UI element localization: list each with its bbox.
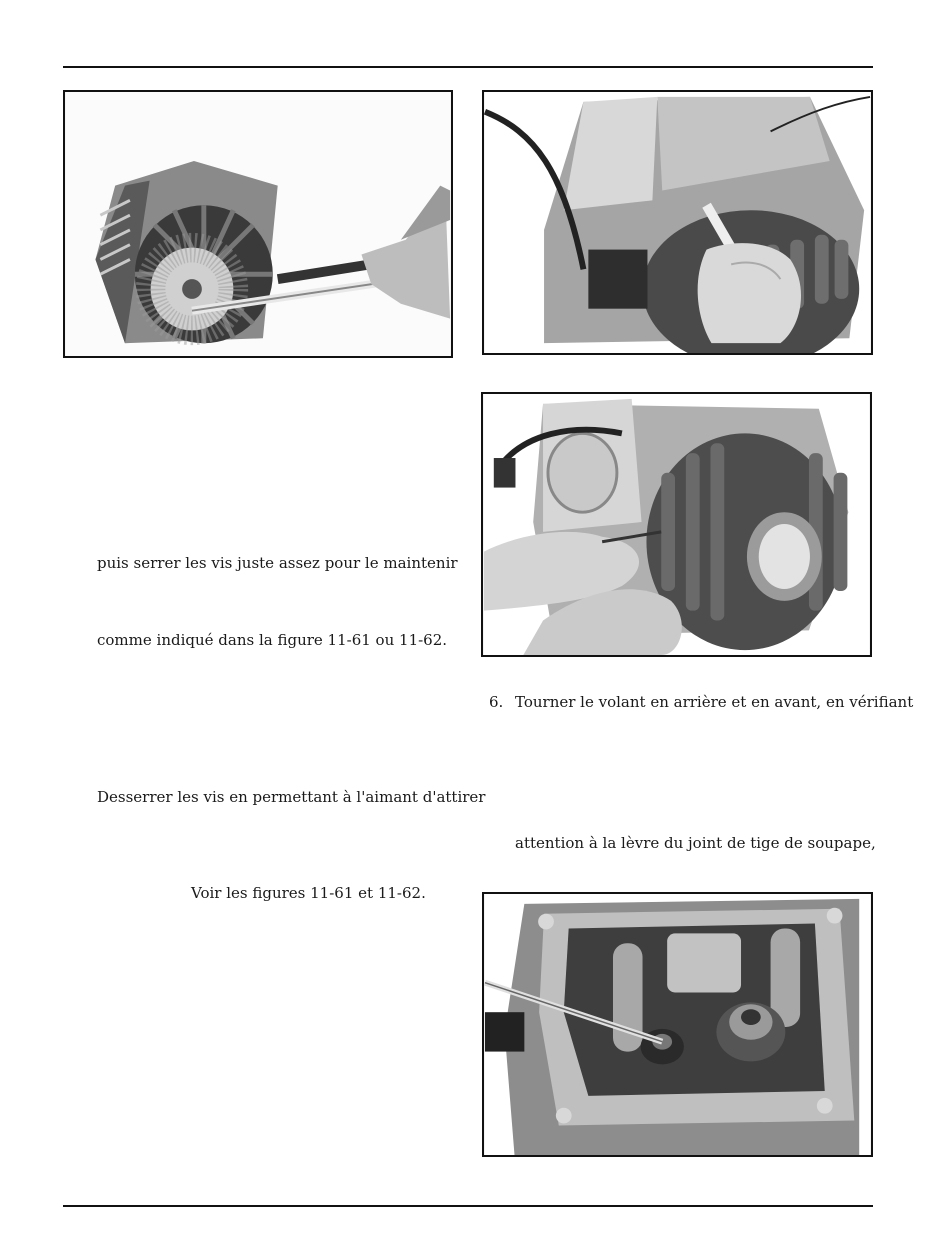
photo-valve-seal (482, 892, 873, 1157)
step-6 (489, 692, 913, 712)
flywheel-gap-illustration (483, 394, 870, 655)
paragraph-desserrer-vis: Desserrer les vis en permettant à l'aimant d'attirer (97, 788, 486, 806)
header-rule (63, 66, 873, 68)
footer-rule (63, 1205, 873, 1207)
step-number: 6. (489, 693, 504, 711)
photo-flywheel-gap-check (481, 392, 872, 657)
step-text: Tourner le volant en arrière et en avant, en vérifiant (515, 693, 914, 711)
paragraph-attention-levre: attention à la lèvre du joint de tige de soupape, (515, 834, 876, 852)
valve-seal-illustration (484, 894, 871, 1155)
paragraph-voir-figures: Voir les figures 11-61 et 11-62. (191, 884, 426, 902)
paragraph-serrer-vis: puis serrer les vis juste assez pour le maintenir (97, 554, 458, 572)
photo-flywheel-wrench (63, 90, 453, 358)
flywheel-wrench-illustration (65, 92, 451, 356)
photo-flywheel-hand (482, 90, 873, 355)
flywheel-hand-illustration (484, 92, 871, 353)
paragraph-comme-indique: comme indiqué dans la figure 11-61 ou 11-62. (97, 631, 448, 649)
